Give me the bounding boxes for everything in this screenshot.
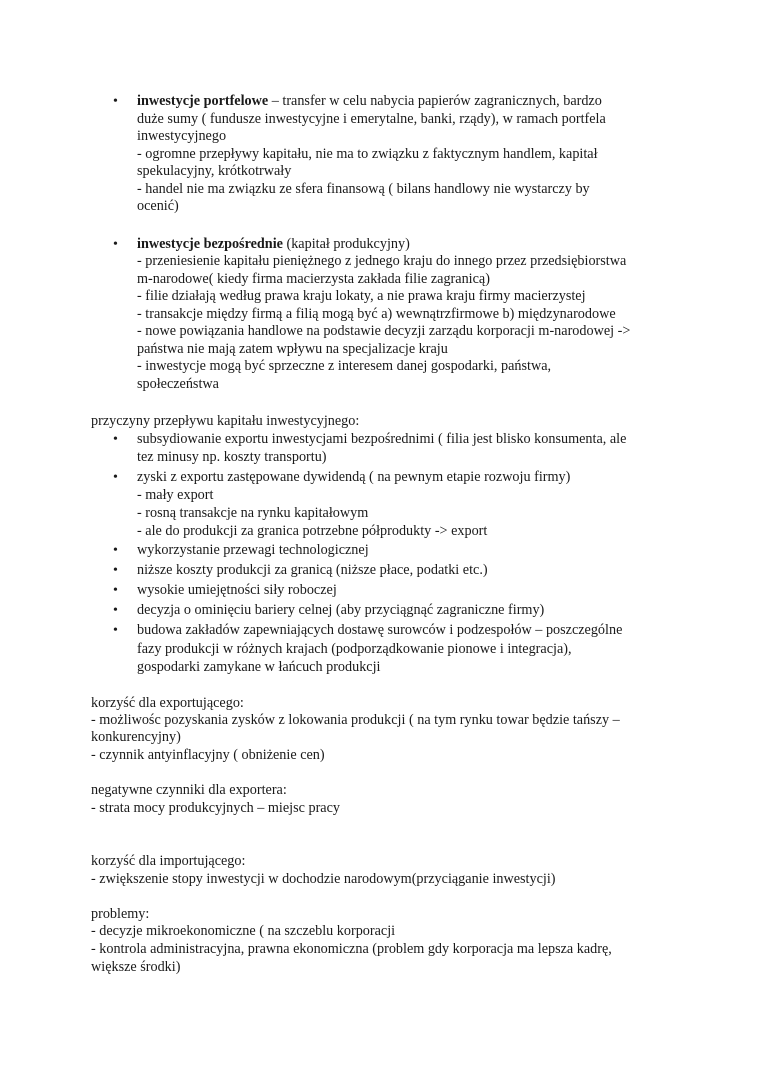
list-item: niższe koszty produkcji za granicą (niższe płace, podatki etc.) bbox=[137, 562, 488, 578]
direct-investment-line: inwestycje bezpośrednie (kapitał produkcyjny) bbox=[137, 236, 410, 252]
text-line: - nowe powiązania handlowe na podstawie decyzji zarządu korporacji m-narodowej -> bbox=[137, 323, 631, 339]
text-line: - filie działają według prawa kraju lokaty, a nie prawa kraju firmy macierzystej bbox=[137, 288, 586, 304]
causes-heading: przyczyny przepływu kapitału inwestycyjnego: bbox=[91, 413, 360, 429]
text-line: duże sumy ( fundusze inwestycyjne i emerytalne, banki, rządy), w ramach portfela bbox=[137, 111, 606, 127]
bullet-point: • bbox=[113, 432, 118, 447]
text-line: - możliwośc pozyskania zysków z lokowania produkcji ( na tym rynku towar będzie tańszy – bbox=[91, 712, 620, 728]
list-item: wysokie umiejętności siły roboczej bbox=[137, 582, 337, 598]
text-line: m-narodowe( kiedy firma macierzysta zakłada filie zagranicą) bbox=[137, 271, 490, 287]
bullet-point: • bbox=[113, 543, 118, 558]
text-line: spekulacyjny, krótkotrwały bbox=[137, 163, 292, 179]
bullet-point: • bbox=[113, 583, 118, 598]
list-item-continuation: fazy produkcji w różnych krajach (podporządkowanie pionowe i integracja), bbox=[137, 641, 572, 657]
direct-investment-term: inwestycje bezpośrednie bbox=[137, 236, 283, 252]
text-line: - ogromne przepływy kapitału, nie ma to związku z faktycznym handlem, kapitał bbox=[137, 146, 598, 162]
problems-heading: problemy: bbox=[91, 906, 150, 922]
portfolio-investment-term: inwestycje portfelowe bbox=[137, 93, 269, 109]
text-line: większe środki) bbox=[91, 959, 181, 975]
text-line: konkurencyjny) bbox=[91, 729, 181, 745]
list-item: subsydiowanie exportu inwestycjami bezpośrednimi ( filia jest blisko konsumenta, ale bbox=[137, 431, 627, 447]
bullet-point: • bbox=[113, 470, 118, 485]
text-line: - przeniesienie kapitału pieniężnego z jednego kraju do innego przez przedsiębiorstwa bbox=[137, 253, 627, 269]
bullet-point: • bbox=[113, 603, 118, 618]
text-line: - zwiększenie stopy inwestycji w dochodzie narodowym(przyciąganie inwestycji) bbox=[91, 871, 556, 887]
list-item: zyski z exportu zastępowane dywidendą ( na pewnym etapie rozwoju firmy) bbox=[137, 469, 571, 485]
list-item-continuation: tez minusy np. koszty transportu) bbox=[137, 449, 327, 465]
exporter-negative-heading: negatywne czynniki dla exportera: bbox=[91, 782, 287, 798]
list-item-continuation: gospodarki zamykane w łańcuch produkcji bbox=[137, 659, 381, 675]
text-line: ocenić) bbox=[137, 198, 179, 214]
text-line: inwestycyjnego bbox=[137, 128, 227, 144]
list-item-continuation: - mały export bbox=[137, 487, 214, 503]
text-line: - inwestycje mogą być sprzeczne z interesem danej gospodarki, państwa, bbox=[137, 358, 552, 374]
portfolio-investment-line: inwestycje portfelowe – transfer w celu nabycia papierów zagranicznych, bardzo bbox=[137, 93, 602, 109]
text-line: państwa nie mają zatem wpływu na specjalizacje kraju bbox=[137, 341, 448, 357]
text-line: społeczeństwa bbox=[137, 376, 219, 392]
text-line: - handel nie ma związku ze sfera finansową ( bilans handlowy nie wystarczy by bbox=[137, 181, 590, 197]
list-item-continuation: - ale do produkcji za granica potrzebne półprodukty -> export bbox=[137, 523, 488, 539]
text-line: - strata mocy produkcyjnych – miejsc pracy bbox=[91, 800, 340, 816]
list-item: budowa zakładów zapewniających dostawę surowców i podzespołów – poszczególne bbox=[137, 622, 623, 638]
list-item: decyzja o ominięciu bariery celnej (aby przyciągnąć zagraniczne firmy) bbox=[137, 602, 545, 618]
text-line: - czynnik antyinflacyjny ( obniżenie cen) bbox=[91, 747, 325, 763]
text-line: - kontrola administracyjna, prawna ekonomiczna (problem gdy korporacja ma lepsza kadrę, bbox=[91, 941, 612, 957]
bullet-point: • bbox=[113, 237, 118, 252]
list-item-continuation: - rosną transakcje na rynku kapitałowym bbox=[137, 505, 369, 521]
text-line: - decyzje mikroekonomiczne ( na szczeblu korporacji bbox=[91, 923, 396, 939]
importer-benefit-heading: korzyść dla importującego: bbox=[91, 853, 246, 869]
bullet-point: • bbox=[113, 94, 118, 109]
list-item: wykorzystanie przewagi technologicznej bbox=[137, 542, 369, 558]
bullet-point: • bbox=[113, 623, 118, 638]
bullet-point: • bbox=[113, 563, 118, 578]
exporter-benefit-heading: korzyść dla exportującego: bbox=[91, 695, 244, 711]
text-line: - transakcje między firmą a filią mogą być a) wewnątrzfirmowe b) międzynarodowe bbox=[137, 306, 616, 322]
